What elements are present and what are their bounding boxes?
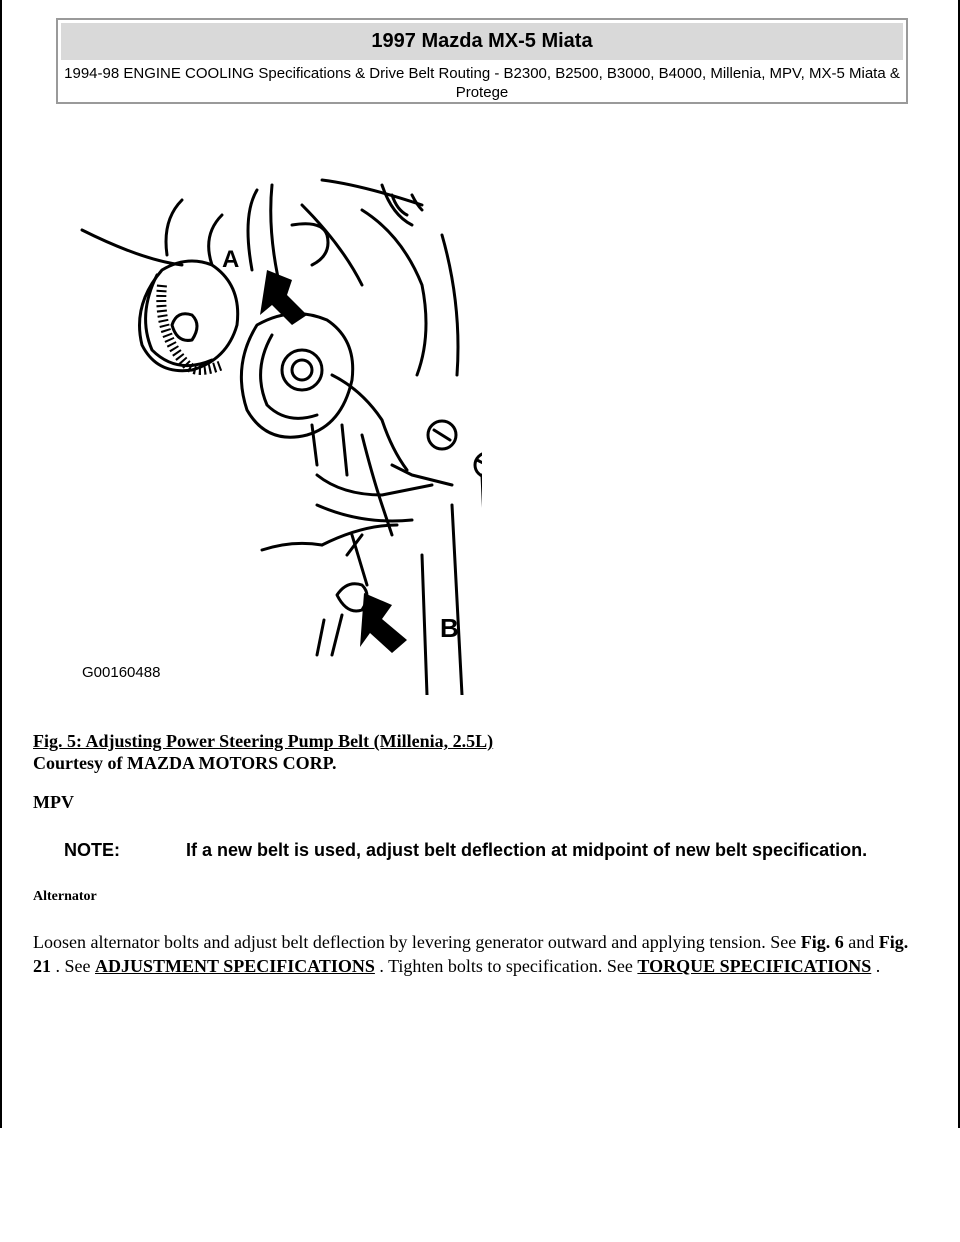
document-title: 1997 Mazda MX-5 Miata — [61, 23, 903, 60]
para-see: . See — [51, 956, 95, 976]
adjustment-specs-link[interactable]: ADJUSTMENT SPECIFICATIONS — [95, 956, 375, 976]
figure-courtesy: Courtesy of MAZDA MOTORS CORP. — [33, 753, 337, 773]
figure-code: G00160488 — [82, 664, 161, 681]
para-end: . — [871, 956, 881, 976]
para-and: and — [843, 932, 879, 952]
label-b: B — [440, 613, 459, 643]
document-subtitle: 1994-98 ENGINE COOLING Specifications & Drive Belt Routing - B2300, B2500, B3000, B4000, Millenia, MPV, MX-5 Miata & Protege — [64, 65, 900, 101]
fig21-ref[interactable]: Fig. 21 — [33, 932, 909, 976]
label-a: A — [222, 246, 240, 273]
alternator-paragraph — [33, 930, 923, 978]
torque-specs-link[interactable]: TORQUE SPECIFICATIONS — [637, 956, 872, 976]
note-text: If a new belt is used, adjust belt deflection at midpoint of new belt specification. — [186, 840, 868, 860]
figure-title-link[interactable]: Fig. 5: Adjusting Power Steering Pump Belt (Millenia, 2.5L) — [33, 731, 494, 751]
alternator-heading: Alternator — [33, 889, 97, 904]
note-label: NOTE: — [64, 840, 120, 860]
fig6-ref[interactable]: Fig. 6 — [800, 932, 844, 952]
document-header — [56, 18, 908, 104]
para-text-1: Loosen alternator bolts and adjust belt deflection by levering generator outward and applying tension. See — [33, 932, 801, 952]
page-left-border — [0, 0, 2, 1128]
figure-caption — [33, 730, 493, 774]
section-title: MPV — [33, 792, 74, 812]
para-tighten: . Tighten bolts to specification. See — [374, 956, 638, 976]
power-steering-belt-illustration — [62, 175, 482, 695]
